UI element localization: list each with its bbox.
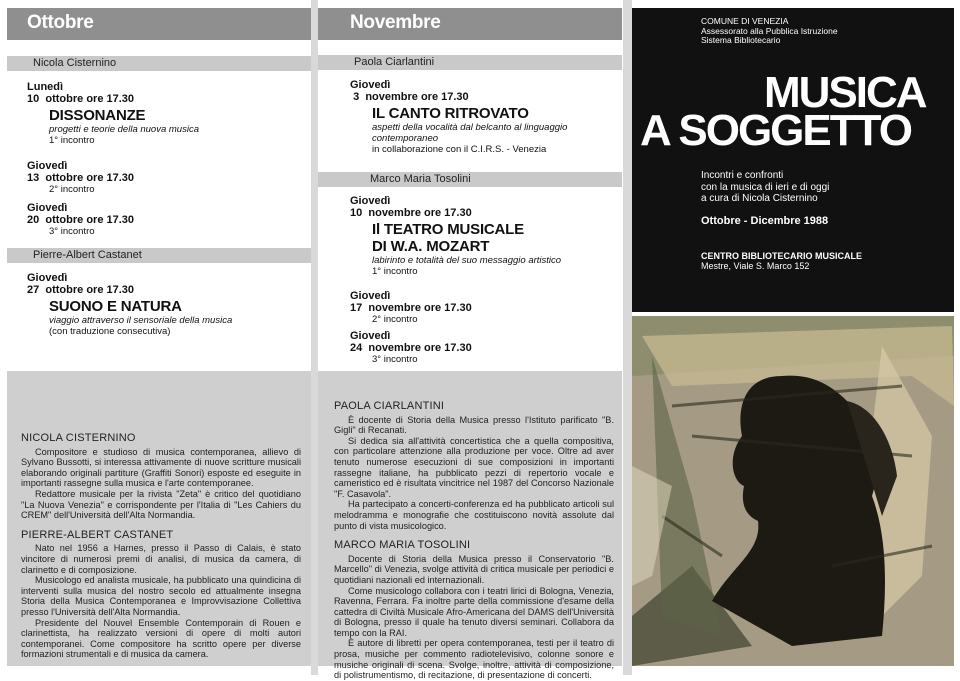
speaker-band-cisternino: [7, 56, 311, 71]
mozart-silhouette-artwork: [632, 316, 954, 666]
venue-address: Mestre, Viale S. Marco 152: [701, 261, 810, 271]
event-date: novembre ore 17.30: [368, 207, 472, 219]
desc-line: Incontri e confronti: [701, 170, 784, 181]
event-date: ottobre ore 17.30: [45, 214, 135, 226]
bio-paragraph: È docente di Storia della Musica presso l'Istituto parificato "B. Gigli" di Recanati.: [334, 414, 614, 436]
fold-line: [623, 0, 632, 675]
event-nov-17: [350, 290, 618, 325]
bio-name: PIERRE-ALBERT CASTANET: [21, 528, 174, 541]
event-note: (con traduzione consecutiva): [49, 326, 171, 337]
event-title: SUONO E NATURA: [49, 298, 182, 315]
bio-paragraph: Si dedica sia all'attività concertistica che a quella compositiva, con particolare attenzione alla produzione per voce. Oltre ad aver tenuto numerose esecuzioni di sue composizioni in importanti rassegne italiane, ha pubblicato pezzi di repertorio vocale e cameristico ed è risultata vincitrice nel 1987 del Concorso Nazionale "F. Casavola".: [334, 435, 614, 499]
event-day: Giovedì: [350, 290, 391, 302]
bios-left: [21, 433, 301, 660]
event-date: novembre ore 17.30: [365, 91, 469, 103]
event-date: ottobre ore 17.30: [45, 93, 135, 105]
event-nov-24: [350, 330, 618, 365]
event-date-num: 10: [27, 93, 40, 105]
event-subtitle: aspetti della vocalità dal belcanto al linguaggio contemporaneo: [372, 122, 568, 144]
event-note: 3° incontro: [49, 226, 95, 237]
speaker-name: Pierre-Albert Castanet: [33, 249, 142, 261]
speaker-name: Nicola Cisternino: [33, 57, 117, 69]
event-date-num: 3: [353, 91, 360, 103]
november-panel: [318, 8, 622, 681]
event-title: IL CANTO RITROVATO: [372, 105, 529, 122]
cover-artwork: [632, 316, 954, 666]
event-oct-27: [27, 272, 307, 337]
bio-paragraph: Nato nel 1956 a Harnes, presso il Passo di Calais, è stato vincitore di numerosi premi di analisi, di musica da camera, di clarinetto e di composizione.: [21, 543, 301, 575]
event-date-num: 10: [350, 207, 363, 219]
event-note: 1° incontro: [372, 266, 418, 277]
fold-line: [311, 0, 318, 675]
bio-name: NICOLA CISTERNINO: [21, 432, 136, 444]
october-header: [7, 8, 311, 40]
cover-title-line1: MUSICA: [764, 68, 926, 117]
cover-organization: [701, 17, 838, 46]
event-title: DI W.A. MOZART: [372, 238, 490, 255]
event-day: Giovedì: [27, 272, 68, 284]
event-day: Lunedì: [27, 81, 64, 93]
desc-line: con la musica di ieri e di oggi: [701, 181, 830, 193]
event-date: ottobre ore 17.30: [45, 284, 135, 296]
cover-description: [701, 170, 829, 205]
event-date: novembre ore 17.30: [368, 342, 472, 354]
bio-paragraph: Docente di Storia della Musica presso il Conservatorio "B. Marcello" di Venezia, svolge attività di critica musicale per periodici e quotidiani nazionali ed internazionali.: [334, 553, 614, 585]
event-subtitle: progetti e teorie della nuova musica: [49, 124, 199, 135]
bio-name: MARCO MARIA TOSOLINI: [334, 539, 471, 552]
bio-paragraph: È autore di libretti per opera contemporanea, testi per il teatro di prosa, musiche per commento radiotelevisivo, colonne sonore e musiche originali di scena. Svolge, inoltre, attività di composizione, di polistrumentismo, di recitazione, di presentazione di concerti.: [334, 638, 614, 681]
cover-venue: [701, 251, 862, 271]
org-line: COMUNE DI VENEZIA: [701, 16, 789, 26]
november-header-label: Novembre: [350, 12, 441, 33]
bio-paragraph: Redattore musicale per la rivista "Zeta" è critico del quotidiano "La Nuova Venezia" e corrispondente per l'Italia di "Les Cahiers du CREM" dell'Università dell'Alta Normandia.: [21, 488, 301, 521]
event-date-num: 17: [350, 302, 363, 314]
event-note: 2° incontro: [372, 314, 418, 325]
event-oct-10: [27, 81, 307, 146]
bio-paragraph: Compositore e studioso di musica contemporanea, allievo di Sylvano Bussotti, si interessa attivamente di nuove scritture musicali elaborando originali partiture (Graffiti Sonori) esposte ed eseguite in importanti rassegne sulla musica e l'arte contemporanee.: [21, 446, 301, 489]
cover-period: Ottobre - Dicembre 1988: [701, 215, 829, 227]
november-header: [318, 8, 622, 40]
event-subtitle: labirinto e totalità del suo messaggio artistico: [372, 255, 562, 266]
event-title: Il TEATRO MUSICALE: [372, 221, 524, 238]
cover-black-area: [632, 8, 954, 312]
venue-name: CENTRO BIBLIOTECARIO MUSICALE: [701, 251, 862, 261]
org-line: Sistema Bibliotecario: [701, 35, 781, 45]
event-oct-20: [27, 202, 307, 237]
speaker-band-ciarlantini: [318, 55, 622, 70]
event-note: in collaborazione con il C.I.R.S. - Venezia: [372, 144, 547, 155]
bio-name: PAOLA CIARLANTINI: [334, 400, 445, 412]
bio-paragraph: Presidente del Nouvel Ensemble Contemporain di Rouen e clarinettista, ha realizzato versioni di opere di molti autori contemporanei. Come compositore ha scritto opere per diverse formazioni strumentali e di musica da camera.: [21, 617, 301, 660]
event-note: 2° incontro: [49, 184, 95, 195]
event-date-num: 13: [27, 172, 40, 184]
event-day: Giovedì: [27, 160, 68, 172]
event-date: novembre ore 17.30: [368, 302, 472, 314]
org-line: Assessorato alla Pubblica Istruzione: [701, 25, 838, 36]
bio-paragraph: Ha partecipato a concerti-conferenza ed ha pubblicato articoli sul melodramma e monografie che costituiscono novità assolute dal punto di vista musicologico.: [334, 499, 614, 531]
event-subtitle: viaggio attraverso il sensoriale della musica: [49, 315, 233, 326]
speaker-name: Marco Maria Tosolini: [370, 173, 471, 185]
event-date-num: 27: [27, 284, 40, 296]
october-panel: [7, 8, 311, 666]
event-date-num: 24: [350, 342, 363, 354]
bio-paragraph: Come musicologo collabora con i teatri lirici di Bologna, Venezia, Ravenna, Ferrara. Fa inoltre parte della commissione d'esame della cattedra di Civiltà Musicale Afro-Americana del DAMS dell'Università di Bologna, presso il quale ha tenuto diversi seminari. Collabora da tempo con la RAI.: [334, 585, 614, 638]
cover-title-line2: A SOGGETTO: [640, 106, 911, 155]
cover-panel: [632, 8, 954, 666]
event-day: Giovedì: [350, 195, 391, 207]
event-date: ottobre ore 17.30: [45, 172, 135, 184]
october-header-label: Ottobre: [27, 12, 94, 33]
event-nov-3: [350, 79, 618, 155]
event-day: Giovedì: [350, 330, 391, 342]
event-title: DISSONANZE: [49, 107, 146, 124]
event-day: Giovedì: [350, 79, 391, 91]
speaker-name: Paola Ciarlantini: [354, 56, 435, 68]
speaker-band-castanet: [7, 248, 311, 263]
event-date-num: 20: [27, 214, 40, 226]
event-note: 3° incontro: [372, 354, 418, 365]
event-note: 1° incontro: [49, 135, 95, 146]
bios-mid: [334, 401, 614, 681]
event-nov-10: [350, 195, 618, 277]
bio-paragraph: Musicologo ed analista musicale, ha pubblicato una quindicina di interventi sulla musica del nostro secolo ed attualmente insegna Storia della Musica Contemporanea e Improvvisazione Collettiva presso l'Università dell'Alta Normandia.: [21, 575, 301, 617]
event-oct-13: [27, 160, 307, 195]
desc-line: a cura di Nicola Cisternino: [701, 193, 818, 204]
speaker-band-tosolini: [318, 172, 622, 187]
event-day: Giovedì: [27, 202, 68, 214]
